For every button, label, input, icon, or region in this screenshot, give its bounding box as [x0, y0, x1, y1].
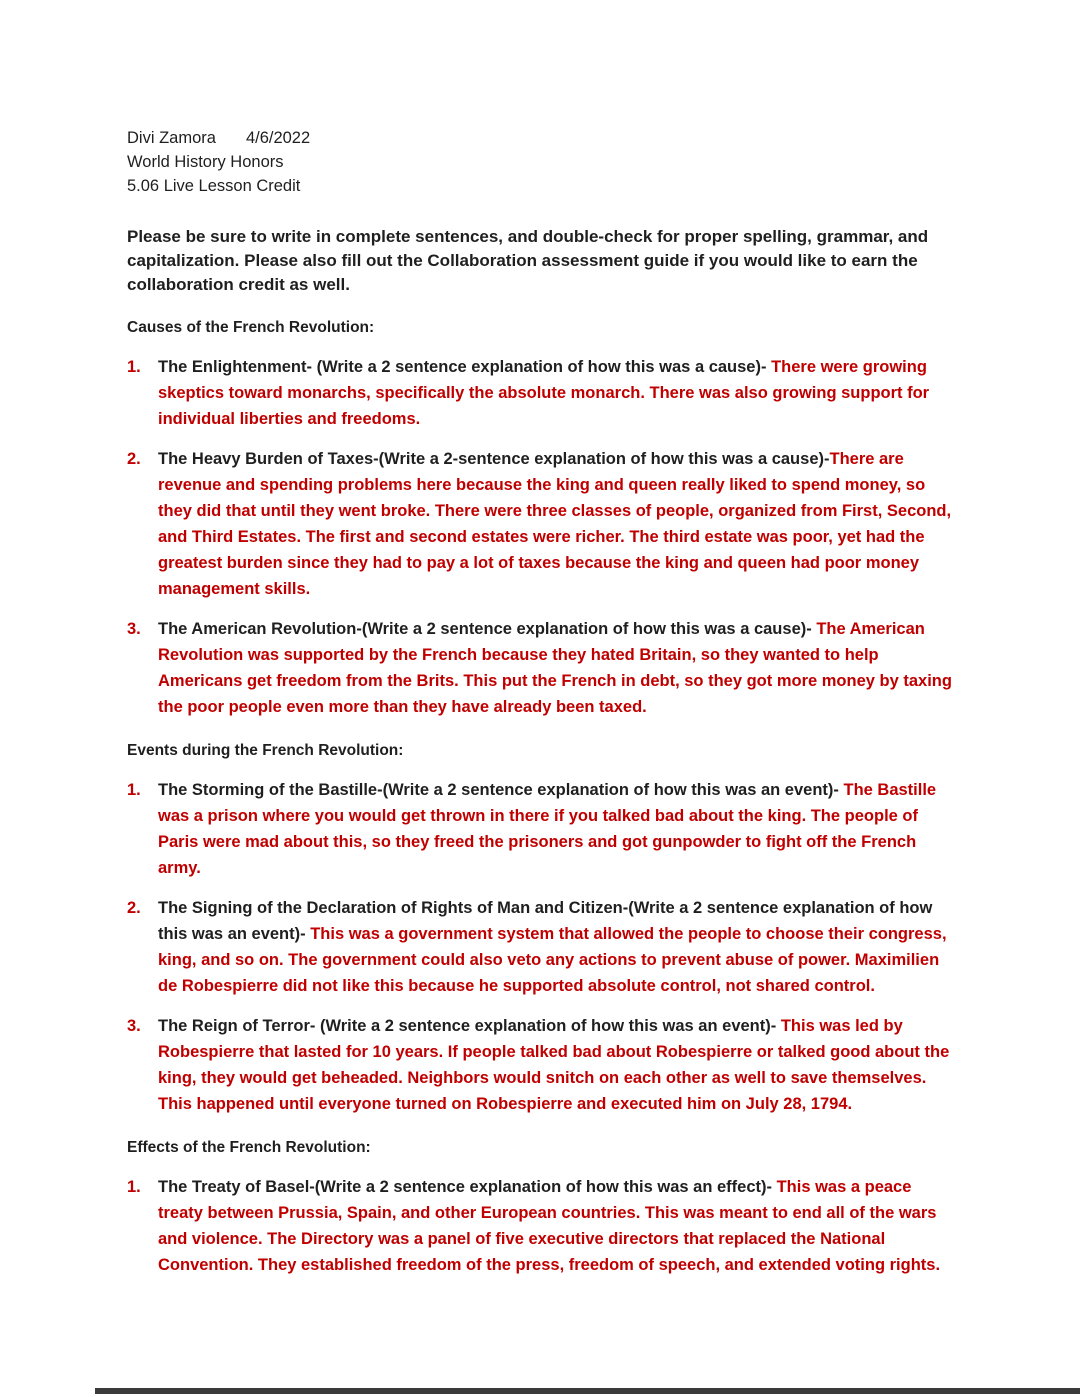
item-prompt: The Heavy Burden of Taxes-(Write a 2-sentence explanation of how this was a cause)- [158, 450, 830, 468]
list-item-text [158, 1174, 955, 1278]
item-answer: This was a government system that allowed the people to choose their congress, king, and so on. The government could also veto any actions to prevent abuse of power. Maximilien de Robespierre did not like this because he supported absolute control, not shared control. [158, 925, 947, 995]
list-item [127, 1013, 955, 1117]
list-item [127, 777, 955, 881]
section-heading-effects: Effects of the French Revolution: [127, 1139, 371, 1156]
list-number: 3. [127, 1017, 141, 1035]
list-item [127, 446, 955, 602]
student-name: Divi Zamora [127, 129, 216, 147]
list-item [127, 616, 955, 720]
list-item [127, 1174, 955, 1278]
section-heading-events: Events during the French Revolution: [127, 742, 404, 759]
list-item-text [158, 446, 955, 602]
list-number: 2. [127, 450, 141, 468]
list-item-text [158, 895, 955, 999]
list-item-text [158, 777, 955, 881]
header-line-name-date [127, 126, 955, 150]
item-answer: There are revenue and spending problems here because the king and queen really liked to spend money, so they did that until they went broke. There were three classes of people, organized from First, Second, and Third Estates. The first and second estates were richer. The third estate was poor, yet had the greatest burden since they had to pay a lot of taxes because the king and queen had poor money management skills. [158, 450, 952, 598]
list-item [127, 354, 955, 432]
course-name: World History Honors [127, 153, 284, 171]
document-header [127, 126, 955, 198]
list-number: 1. [127, 781, 141, 799]
item-answer: The Bastille was a prison where you would get thrown in there if you talked bad about the king. The people of Paris were mad about this, so they freed the prisoners and got gunpowder to fight off the French army. [158, 781, 937, 877]
item-prompt: The Enlightenment- (Write a 2 sentence explanation of how this was a cause)- [158, 358, 772, 376]
item-prompt: The Reign of Terror- (Write a 2 sentence explanation of how this was an event)- [158, 1017, 781, 1035]
page-bottom-edge [95, 1388, 1080, 1394]
section-heading-causes: Causes of the French Revolution: [127, 319, 375, 336]
item-prompt: The American Revolution-(Write a 2 sentence explanation of how this was a cause)- [158, 620, 817, 638]
list-number: 1. [127, 1178, 141, 1196]
list-number: 2. [127, 899, 141, 917]
item-answer: There were growing skeptics toward monarchs, specifically the absolute monarch. There was also growing support for individual liberties and freedoms. [158, 358, 930, 428]
item-answer: This was led by Robespierre that lasted for 10 years. If people talked bad about Robespierre or talked good about the king, they would get beheaded. Neighbors would snitch on each other as well to save themselves. This happened until everyone turned on Robespierre and executed him on July 28, 1794. [158, 1017, 950, 1113]
list-item-text [158, 1013, 955, 1117]
list-number: 3. [127, 620, 141, 638]
list-item-text [158, 616, 955, 720]
list-item-text [158, 354, 955, 432]
item-answer: The American Revolution was supported by the French because they hated Britain, so they wanted to help Americans get freedom from the Brits. This put the French in debt, so they got more money by taxing the poor people even more than they have already been taxed. [158, 620, 952, 716]
item-answer: This was a peace treaty between Prussia, Spain, and other European countries. This was meant to end all of the wars and violence. The Directory was a panel of five executive directors that replaced the National Convention. They established freedom of the press, freedom of speech, and extended voting rights. [158, 1178, 941, 1274]
item-prompt: The Treaty of Basel-(Write a 2 sentence explanation of how this was an effect)- [158, 1178, 777, 1196]
list-number: 1. [127, 358, 141, 376]
assignment-title: 5.06 Live Lesson Credit [127, 177, 301, 195]
item-prompt: The Signing of the Declaration of Rights of Man and Citizen-(Write a 2 sentence explanation of how this was an event)- [158, 899, 933, 943]
item-prompt: The Storming of the Bastille-(Write a 2 sentence explanation of how this was an event)- [158, 781, 844, 799]
list-item [127, 895, 955, 999]
instructions-paragraph: Please be sure to write in complete sentences, and double-check for proper spelling, grammar, and capitalization. Please also fill out the Collaboration assessment guide if you would like to earn the collaboration credit as well. [127, 227, 929, 294]
assignment-date: 4/6/2022 [245, 129, 311, 147]
